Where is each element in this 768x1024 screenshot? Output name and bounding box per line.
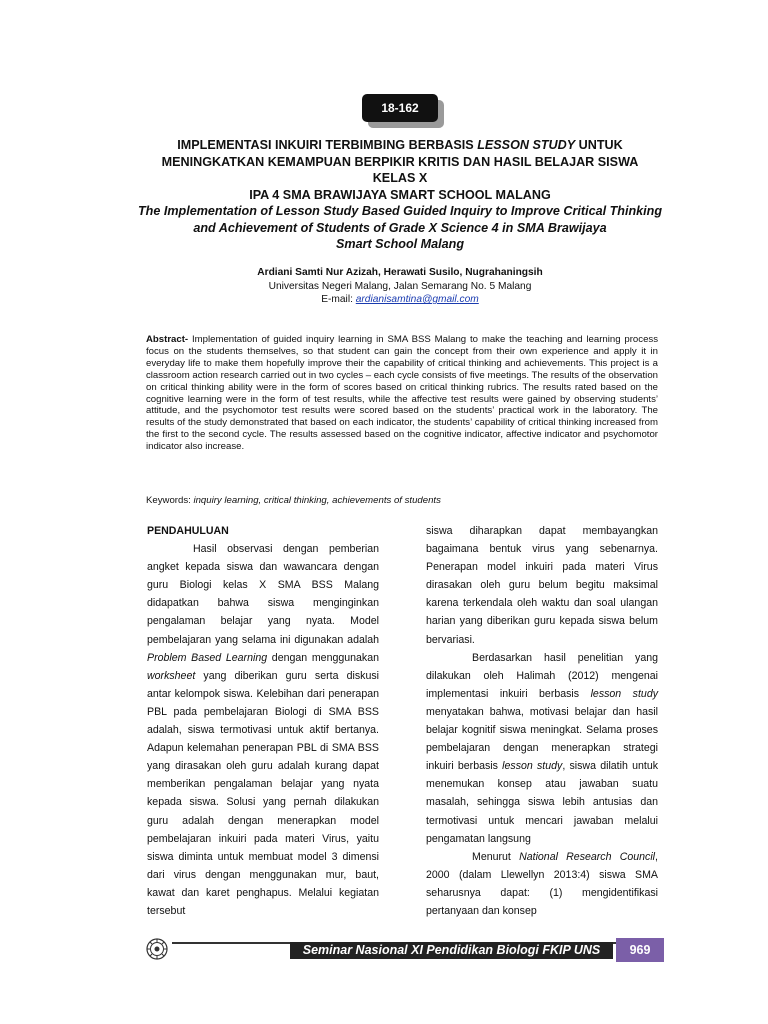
email-link[interactable]: ardianisamtina@gmail.com: [355, 294, 479, 306]
left-paragraph-1: [147, 540, 379, 920]
abstract-text: Implementation of guided inquiry learning in SMA BSS Malang to make the teaching and learning process focus on the students themselves, so that student can gain the concept from their own experience and apply it in everyday life to make them hopefully improve their the capability of critical thinking and achievements. This project is a classroom action research carried out in two cycles – each cycle consists of five meetings. The results of the observation on critical thinking ability were in the form of scores based on critical thinking rubrics. The results rated based on the cognitive learning were in the form of test results, while the affective test results were gained by observing students’ attitude, and the psychomotor test results were scored based on the students’ practical work in the laboratory. The results of the study demonstrated that based on each indicator, the students’ capability of critical thinking increased from the first to the second cycle. The results assessed based on the cognitive indicator, affective indicator and psychomotor indicator also increase.: [146, 334, 658, 453]
right-column: [426, 522, 658, 920]
text-run: , 2000 (dalam Llewellyn 2013:4) siswa SMA seharusnya dapat: (1) mengidentifikasi pertanyaan dan konsep: [426, 850, 658, 917]
keywords-text: inquiry learning, critical thinking, achievements of students: [190, 495, 441, 506]
keywords-label: Keywords:: [146, 495, 191, 506]
text-run: , siswa dilatih untuk menemukan konsep atau jawaban suatu masalah, sehingga siswa lebih antusias dan termotivasi untuk mencari jawaban melalui pengamatan langsung: [426, 760, 659, 845]
text-run-italic: lesson study: [590, 687, 659, 700]
keywords: [146, 495, 658, 507]
text-run: menyatakan bahwa, motivasi belajar dan hasil belajar kognitif siswa meningkat. Selama proses pembelajaran dengan menerapkan strategi inkuiri berbasis: [426, 705, 658, 773]
english-title-line1: The Implementation of Lesson Study Based Guided Inquiry to Improve Critical Thinking: [137, 204, 663, 218]
paper-id: 18-162: [362, 94, 438, 122]
english-title-line3: Smart School Malang: [335, 237, 465, 251]
text-run: Hasil observasi dengan pemberian angket kepada siswa dan wawancara dengan guru Biologi kelas X SMA BSS Malang didapatkan bahwa siswa menginginkan pengalaman belajar yang nyata. Model pembelajaran yang selama ini digunakan adalah: [147, 543, 379, 646]
text-run: Berdasarkan hasil penelitian yang dilakukan oleh Halimah (2012) mengenai implementasi inkuiri berbasis: [426, 651, 658, 700]
email-line: [150, 293, 650, 307]
english-title: [130, 203, 670, 253]
author-block: [150, 266, 650, 307]
text-run-italic: worksheet: [147, 669, 196, 682]
title-line1-pre: IMPLEMENTASI INKUIRI TERBIMBING BERBASIS: [177, 138, 478, 152]
author-names: Ardiani Samti Nur Azizah, Herawati Susilo, Nugrahaningsih: [257, 267, 543, 278]
title-line3: IPA 4 SMA BRAWIJAYA SMART SCHOOL MALANG: [249, 187, 551, 202]
text-run: yang diberikan guru serta diskusi antar kelompok siswa. Kelebihan dari penerapan PBL pada pembelajaran Biologi di SMA BSS adalah, siswa termotivasi untuk aktif bertanya. Adapun kelemahan penerapan PBL di SMA BSS yang dirasakan oleh guru adalah kurang dapat memberikan pengalaman belajar yang nyata kepada siswa. Solusi yang pernah dilakukan guru adalah dengan menerapkan model pembelajaran inkuiri pada materi Virus, yaitu siswa diminta untuk membuat model 3 dimensi dari virus dengan menggunakan mur, baut, kawat dan karet penghapus. Melalui kegiatan tersebut: [147, 669, 379, 917]
paper-title: [140, 137, 660, 203]
right-paragraph-3: [426, 848, 658, 920]
section-heading: PENDAHULUAN: [147, 525, 229, 537]
paper-id-badge: [362, 94, 446, 128]
text-run-italic: National Research Council: [519, 850, 656, 863]
abstract: [146, 334, 658, 453]
right-paragraph-1: siswa diharapkan dapat membayangkan bagaimana bentuk virus yang sebenarnya. Penerapan model inkuiri pada materi Virus dirasakan oleh guru belum begitu maksimal karena terkendala oleh waktu dan soal ulangan harian yang diberikan guru kepada siswa belum bervariasi.: [426, 525, 658, 646]
text-run: Menurut: [472, 850, 520, 863]
footer-seminar-title: Seminar Nasional XI Pendidikan Biologi FKIP UNS: [290, 942, 613, 959]
affiliation: Universitas Negeri Malang, Jalan Semarang No. 5 Malang: [268, 280, 532, 292]
title-line2: MENINGKATKAN KEMAMPUAN BERPIKIR KRITIS DAN HASIL BELAJAR SISWA KELAS X: [161, 154, 639, 185]
left-column: [147, 522, 379, 920]
university-seal-icon: [146, 938, 168, 960]
title-line1-italic: LESSON STUDY: [477, 138, 576, 152]
text-run: dengan menggunakan: [267, 651, 379, 664]
right-paragraph-2: [426, 649, 658, 848]
title-line1-post: UNTUK: [575, 138, 623, 152]
text-run-italic: lesson study: [502, 760, 563, 773]
email-label: E-mail:: [321, 294, 356, 306]
page-number: 969: [616, 938, 664, 962]
english-title-line2: and Achievement of Students of Grade X Science 4 in SMA Brawijaya: [193, 220, 607, 235]
text-run-italic: Problem Based Learning: [147, 651, 268, 664]
abstract-label: Abstract-: [146, 334, 189, 345]
